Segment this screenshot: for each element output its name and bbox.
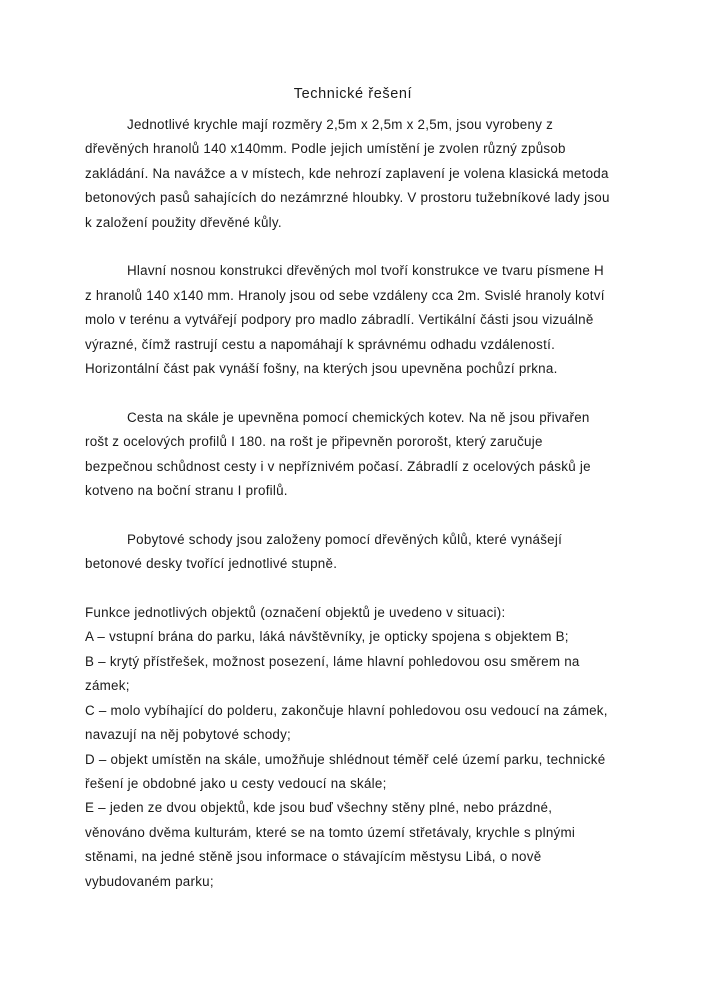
text-line: Funkce jednotlivých objektů (označení objektů je uvedeno v situaci): bbox=[85, 605, 506, 621]
text-line: stěnami, na jedné stěně jsou informace o stávajícím městysu Libá, o nově bbox=[85, 849, 542, 865]
paragraph-pier-structure bbox=[85, 259, 645, 381]
list-item-c bbox=[85, 699, 645, 748]
text-line: rošt z ocelových profilů I 180. na rošt je připevněn pororošt, který zaručuje bbox=[85, 434, 543, 450]
text-line: věnováno dvěma kulturám, které se na tomto území střetávaly, krychle s plnými bbox=[85, 824, 576, 840]
text-line: D – objekt umístěn na skále, umožňuje shlédnout téměř celé území parku, technické bbox=[85, 751, 606, 767]
text-line: Cesta na skále je upevněna pomocí chemických kotev. Na ně jsou přivařen bbox=[127, 409, 590, 425]
text-line: betonových pasů sahajících do nezámrzné hloubky. V prostoru tužebníkové lady jsou bbox=[85, 190, 610, 206]
text-line: Hlavní nosnou konstrukci dřevěných mol tvoří konstrukce ve tvaru písmene H bbox=[127, 263, 604, 279]
paragraph-spacer bbox=[85, 503, 645, 527]
text-line: navazují na něj pobytové schody; bbox=[85, 727, 292, 743]
text-line: Horizontální část pak vynáší fošny, na kterých jsou upevněna pochůzí prkna. bbox=[85, 361, 558, 377]
list-item-d bbox=[85, 748, 645, 797]
text-line: C – molo vybíhající do polderu, zakončuje hlavní pohledovou osu vedoucí na zámek, bbox=[85, 702, 608, 718]
text-line: řešení je obdobné jako u cesty vedoucí na skále; bbox=[85, 775, 387, 791]
paragraph-spacer bbox=[85, 577, 645, 601]
list-heading bbox=[85, 601, 645, 625]
text-line: dřevěných hranolů 140 x140mm. Podle jejich umístění je zvolen různý způsob bbox=[85, 141, 566, 157]
text-line: vybudovaném parku; bbox=[85, 873, 214, 889]
text-line: A – vstupní brána do parku, láká návštěvníky, je opticky spojena s objektem B; bbox=[85, 629, 569, 645]
text-line: Pobytové schody jsou založeny pomocí dřevěných kůlů, které vynášejí bbox=[127, 531, 563, 547]
text-line: E – jeden ze dvou objektů, kde jsou buď všechny stěny plné, nebo prázdné, bbox=[85, 800, 553, 816]
document-title: Technické řešení bbox=[293, 86, 413, 102]
text-line: výrazné, čímž rastrují cestu a napomáhají k správnému odhadu vzdáleností. bbox=[85, 336, 556, 352]
text-line: k založení použity dřevěné kůly. bbox=[85, 214, 282, 230]
paragraph-rock-path bbox=[85, 406, 645, 504]
text-line: kotveno na boční stranu I profilů. bbox=[85, 483, 288, 499]
text-line: zakládání. Na navážce a v místech, kde nehrozí zaplavení je volena klasická metoda bbox=[85, 165, 609, 181]
text-line: betonové desky tvořící jednotlivé stupně. bbox=[85, 556, 338, 572]
text-line: zámek; bbox=[85, 678, 130, 694]
list-item-a bbox=[85, 625, 645, 649]
text-line: molo v terénu a vytvářejí podpory pro madlo zábradlí. Vertikální části jsou vizuálně bbox=[85, 312, 594, 328]
text-line: Jednotlivé krychle mají rozměry 2,5m x 2,5m x 2,5m, jsou vyrobeny z bbox=[127, 117, 554, 132]
paragraph-spacer bbox=[85, 381, 645, 405]
list-item-b bbox=[85, 650, 645, 699]
list-item-e bbox=[85, 796, 645, 894]
paragraph-spacer bbox=[85, 235, 645, 259]
document-body bbox=[85, 113, 645, 894]
paragraph-stairs bbox=[85, 528, 645, 577]
text-line: B – krytý přístřešek, možnost posezení, láme hlavní pohledovou osu směrem na bbox=[85, 653, 580, 669]
text-line: bezpečnou schůdnost cesty i v nepříznivém počasí. Zábradlí z ocelových pásků je bbox=[85, 458, 591, 474]
text-line: z hranolů 140 x140 mm. Hranoly jsou od sebe vzdáleny cca 2m. Svislé hranoly kotví bbox=[85, 287, 605, 303]
paragraph-foundations bbox=[85, 113, 645, 235]
